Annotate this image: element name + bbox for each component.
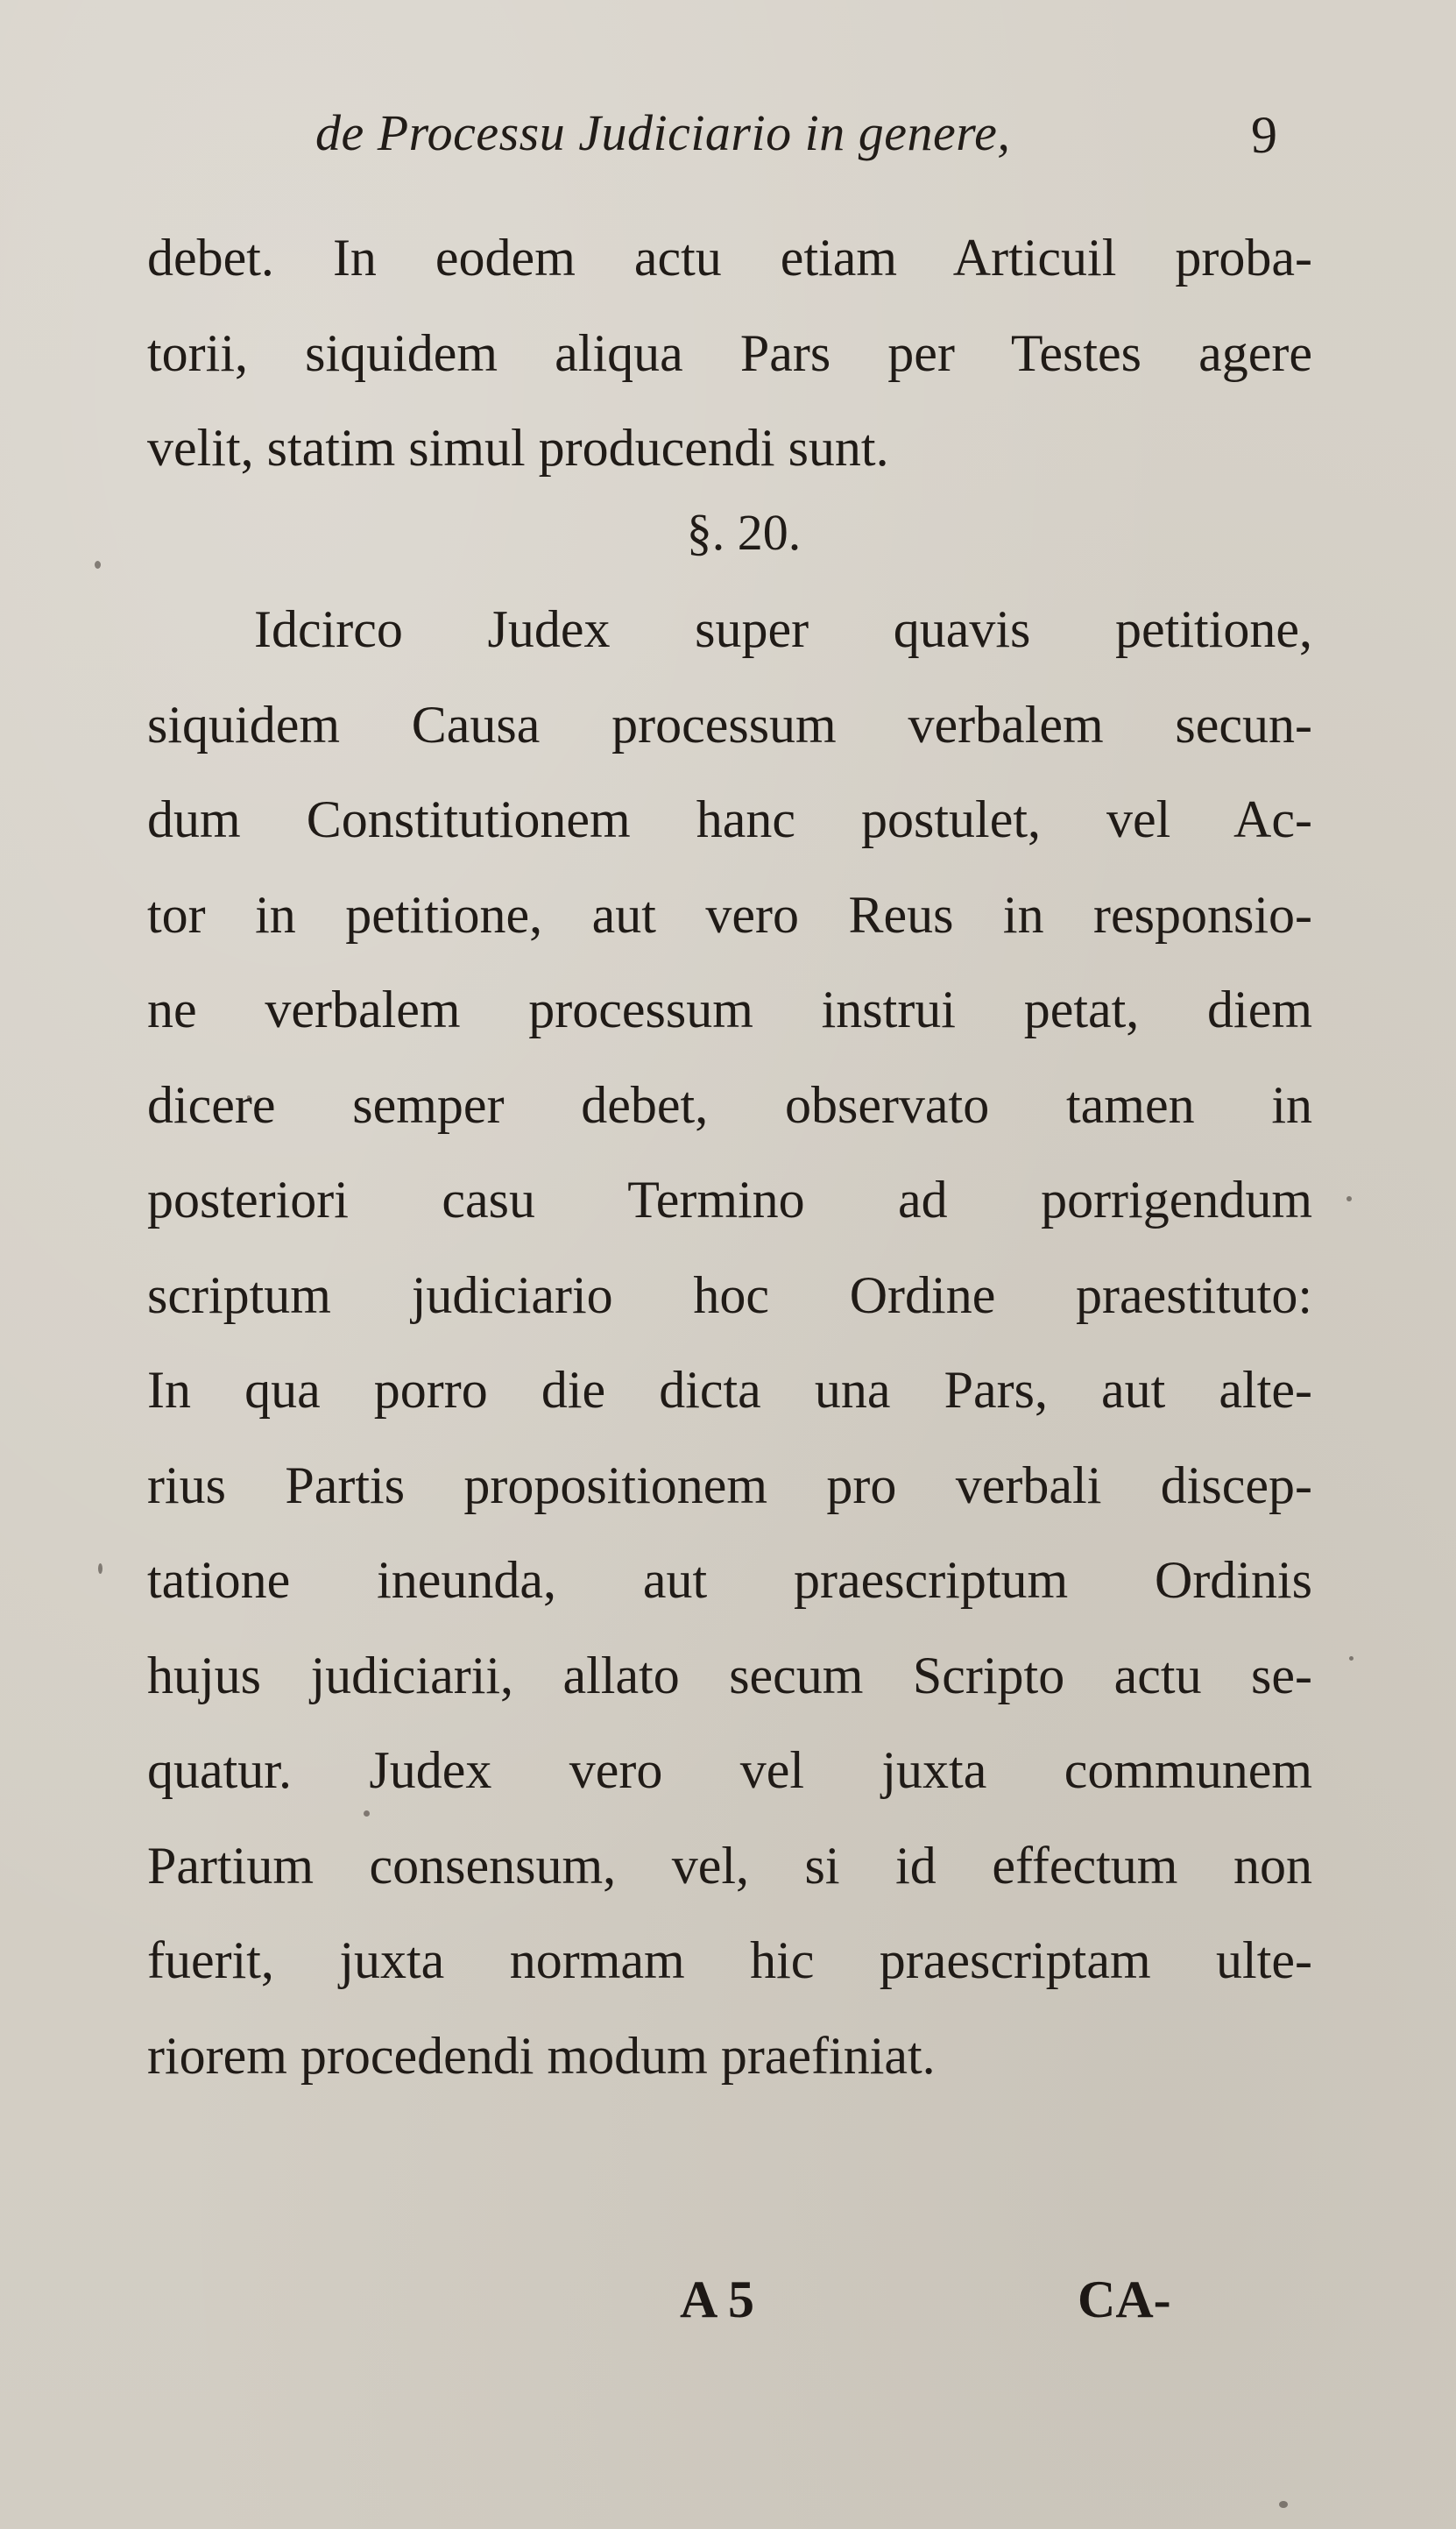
text-line: quatur. Judex vero vel juxta communem: [147, 1741, 1312, 1799]
text-line: rius Partis propositionem pro verbali discep-: [147, 1456, 1312, 1514]
text-line: debet. In eodem actu etiam Articuil proba-: [147, 229, 1312, 287]
paper-speck: [1346, 1196, 1352, 1201]
text-line: Idcirco Judex super quavis petitione,: [254, 600, 1312, 658]
text-line: In qua porro die dicta una Pars, aut alte-: [147, 1361, 1312, 1419]
text-line: fuerit, juxta normam hic praescriptam ulte-: [147, 1931, 1312, 1989]
text-line: ne verbalem processum instrui petat, diem: [147, 981, 1312, 1038]
text-line: dum Constitutionem hanc postulet, vel Ac-: [147, 790, 1312, 848]
text-line: Partium consensum, vel, si id effectum non: [147, 1836, 1312, 1895]
text-line: riorem procedendi modum praefiniat.: [147, 2026, 936, 2085]
text-line: dicere semper debet, observato tamen in: [147, 1075, 1312, 1134]
paper-speck: [98, 1563, 102, 1574]
paper-speck: [1279, 2501, 1288, 2508]
text-line: posteriori casu Termino ad porrigendum: [147, 1171, 1312, 1229]
text-line: hujus judiciarii, allato secum Scripto actu se-: [147, 1646, 1312, 1704]
paper-speck: [95, 561, 101, 569]
catchword: CA-: [1078, 2270, 1171, 2328]
text-line: tor in petitione, aut vero Reus in responsio-: [147, 885, 1312, 944]
signature-mark: A 5: [680, 2270, 755, 2328]
paragraph: [147, 582, 1312, 2103]
section-heading: [0, 503, 1456, 562]
text-line: siquidem Causa processum verbalem secun-: [147, 695, 1312, 754]
running-head: de Processu Judiciario in genere,: [315, 104, 1011, 161]
text-line: velit, statim simul producendi sunt.: [147, 419, 889, 477]
section-number: §. 20.: [686, 504, 802, 561]
text-line: torii, siquidem aliqua Pars per Testes agere: [147, 323, 1312, 382]
text-line: scriptum judiciario hoc Ordine praestituto:: [147, 1265, 1312, 1324]
paper-speck: [1349, 1656, 1354, 1661]
text-top: [147, 210, 1312, 496]
page-number: 9: [1251, 106, 1277, 164]
text-line: tatione ineunda, aut praescriptum Ordinis: [147, 1551, 1312, 1609]
